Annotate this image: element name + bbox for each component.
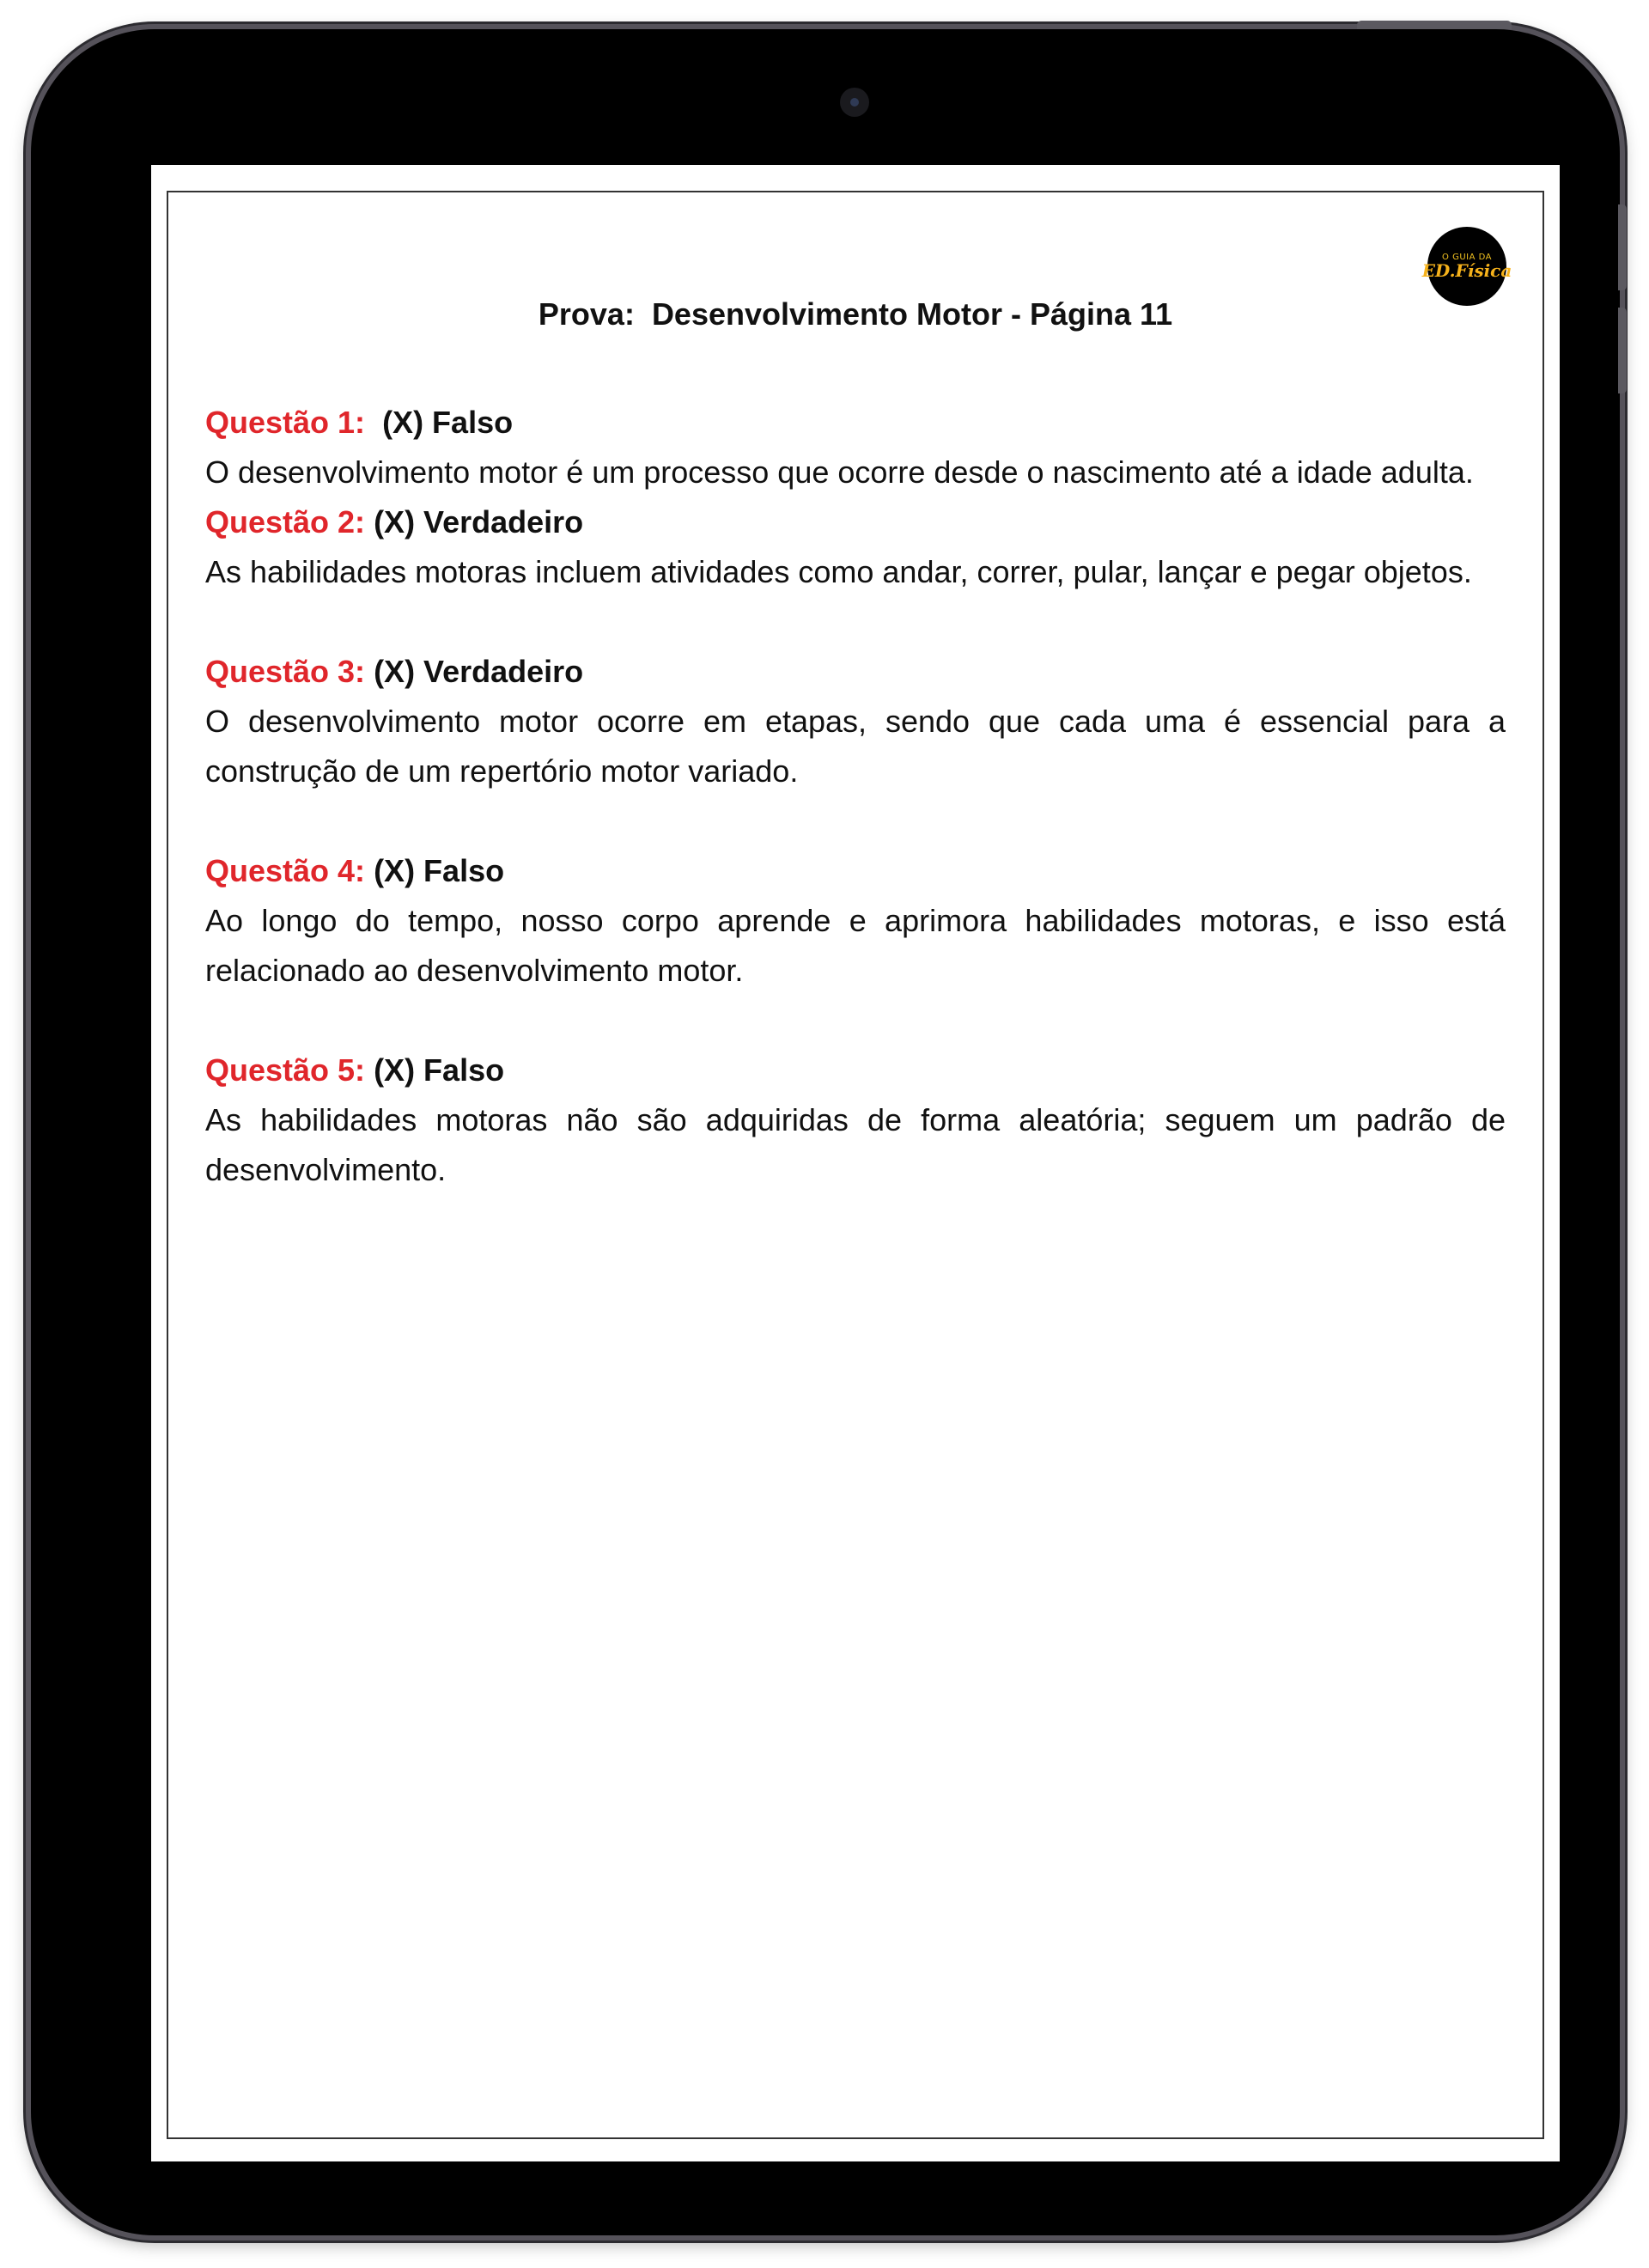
question-answer: (X) Falso <box>374 853 505 888</box>
question-label: Questão 4: <box>205 853 366 888</box>
question-header <box>205 497 1506 547</box>
question-text: Ao longo do tempo, nosso corpo aprende e aprimora habilidades motoras, e isso está relacionado ao desenvolvimento motor. <box>205 903 1506 988</box>
spacer <box>205 996 1506 1046</box>
page-title: Prova: Desenvolvimento Motor - Página 11 <box>538 296 1173 332</box>
question-answer: (X) Verdadeiro <box>374 504 584 540</box>
volume-up-button <box>1618 204 1627 290</box>
question-text: O desenvolvimento motor é um processo que ocorre desde o nascimento até a idade adulta. <box>205 454 1474 490</box>
question-header <box>205 1046 1506 1095</box>
guia-ed-fisica-logo <box>1421 227 1512 306</box>
question-label: Questão 1: <box>205 405 366 440</box>
screen <box>151 165 1560 2161</box>
question-label: Questão 5: <box>205 1052 366 1088</box>
tablet-device <box>26 24 1625 2241</box>
question-4 <box>205 846 1506 996</box>
question-5 <box>205 1046 1506 1195</box>
question-text: O desenvolvimento motor ocorre em etapas, sendo que cada uma é essencial para a construção de um repertório motor variado. <box>205 704 1506 789</box>
question-answer: (X) Verdadeiro <box>374 654 584 689</box>
spacer <box>205 597 1506 647</box>
logo-top-text: O GUIA DA <box>1442 253 1492 262</box>
question-header <box>205 398 1506 448</box>
question-header <box>205 846 1506 896</box>
question-3 <box>205 647 1506 796</box>
volume-down-button <box>1618 308 1627 393</box>
question-header <box>205 647 1506 697</box>
question-label: Questão 2: <box>205 504 366 540</box>
question-answer: (X) Falso <box>374 1052 505 1088</box>
power-button <box>1357 21 1512 29</box>
question-label: Questão 3: <box>205 654 366 689</box>
question-2 <box>205 497 1506 597</box>
question-1 <box>205 398 1506 497</box>
logo-main-text: ED.Física <box>1421 260 1512 281</box>
question-text: As habilidades motoras não são adquiridas de forma aleatória; seguem um padrão de desenvolvimento. <box>205 1102 1506 1187</box>
question-answer: (X) Falso <box>382 405 514 440</box>
camera-icon <box>840 88 869 117</box>
question-text: As habilidades motoras incluem atividades como andar, correr, pular, lançar e pegar objetos. <box>205 554 1472 589</box>
answer-key-content <box>205 398 1506 1195</box>
spacer <box>205 796 1506 846</box>
